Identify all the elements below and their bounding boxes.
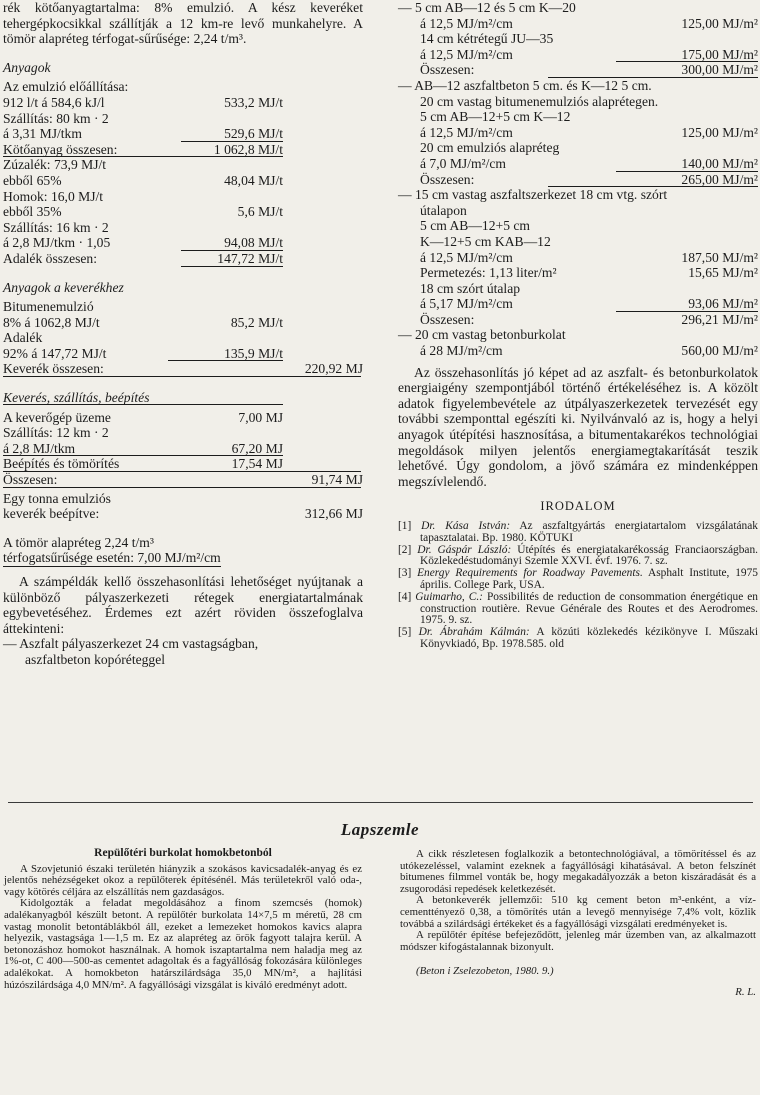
anyagok-table xyxy=(3,79,363,266)
row-label: Összesen: xyxy=(420,311,475,327)
table-row xyxy=(398,343,758,359)
article-paragraph: A cikk részletesen foglalkozik a betontechnológiával, a tömörítéssel és az utókezeléssel, valamint ezeknek a fagyállósági kihatásával. A beton felszínét bitumenes filmmel vonták be, hogy megakadályozzák a beton kiszáradását és a zsugorodási repedések keletkezését. xyxy=(400,848,756,895)
table-row xyxy=(398,203,758,219)
row-value: 296,21 MJ/m² xyxy=(681,311,758,327)
table-row xyxy=(398,172,758,188)
row-label: 5 cm AB—12+5 cm xyxy=(420,218,530,234)
comparison-table xyxy=(398,0,758,359)
article-heading: Repülőtéri burkolat homokbetonból xyxy=(94,847,272,859)
table-row: 912 l/t á 584,6 kJ/l 533,2 MJ/t xyxy=(3,94,283,110)
table-row: Beépítés és tömörítés 17,54 MJ xyxy=(3,456,283,472)
row-label: Összesen: xyxy=(420,171,475,187)
row-label: — 15 cm vastag aszfaltszerkezet 18 cm vtg. szórt xyxy=(398,187,668,203)
row-label: 5 cm AB—12+5 cm K—12 xyxy=(420,109,571,125)
table-row xyxy=(398,281,758,297)
row-label: á 12,5 MJ/m²/cm xyxy=(420,46,513,62)
table-row xyxy=(398,250,758,266)
table-row: Összesen: 91,74 MJ xyxy=(3,472,363,488)
row-value: 175,00 MJ/m² xyxy=(681,46,758,62)
row-label: á 12,5 MJ/m²/cm xyxy=(420,124,513,140)
beepites-heading: Keverés, szállítás, beépítés xyxy=(3,390,150,406)
irodalom-heading: IRODALOM xyxy=(540,499,616,514)
table-row xyxy=(398,312,758,328)
table-row xyxy=(398,16,758,32)
row-label: á 12,5 MJ/m²/cm xyxy=(420,15,513,31)
table-row xyxy=(398,125,758,141)
table-row: 8% á 1062,8 MJ/t 85,2 MJ/t xyxy=(3,314,283,330)
left-column xyxy=(3,0,363,668)
table-row xyxy=(398,327,758,343)
table-row: keverék beépítve: 312,66 MJ xyxy=(3,506,363,522)
table-row xyxy=(398,94,758,110)
table-row: 92% á 147,72 MJ/t 135,9 MJ/t xyxy=(3,345,283,361)
article-signature: R. L. xyxy=(735,985,756,998)
lapszemle-left-column xyxy=(4,846,362,991)
table-row: á 3,31 MJ/tkm 529,6 MJ/t xyxy=(3,126,283,142)
reference-item: [1] Dr. Kása István: Az aszfaltgyártás energiatartalom vizsgálatának tapasztalatai. Bp. 1980. KÖTUKI xyxy=(398,520,758,544)
anyagok-heading: Anyagok xyxy=(3,59,51,75)
row-label: á 7,0 MJ/m²/cm xyxy=(420,155,507,171)
dash-item-1a: — Aszfalt pályaszerkezet 24 cm vastagságban, xyxy=(3,636,259,652)
table-row xyxy=(398,265,758,281)
dash-item-1b: aszfaltbeton kopóréteggel xyxy=(25,651,166,667)
table-row: Szállítás: 12 km · 2 xyxy=(3,425,109,441)
article-paragraph: A Szovjetunió északi területén hiányzik a szokásos kavicsadalék-anyag és ez jelentős nehézségeket okoz a repülőterek építésénél. Más területekről való oda-, vagy kötörés céljára az elszállítás nem gazdaságos. xyxy=(4,862,362,898)
row-label: — 5 cm AB—12 és 5 cm K—20 xyxy=(398,0,576,15)
reference-item: [2] Dr. Gáspár László: Útépítés és energiatakarékosság Franciaországban. Közlekedéstudományi Szemle XXVI. évf. 1976. 7. sz. xyxy=(398,543,758,568)
row-value: 187,50 MJ/m² xyxy=(681,249,758,265)
table-row: A keverőgép üzeme 7,00 MJ xyxy=(3,409,283,425)
table-row xyxy=(398,156,758,172)
row-label: 20 cm vastag bitumenemulziós alaprétegen. xyxy=(420,93,659,109)
table-row: ebből 35% 5,6 MJ/t xyxy=(3,204,283,220)
row-value: 265,00 MJ/m² xyxy=(681,171,758,187)
row-value: 125,00 MJ/m² xyxy=(681,15,758,31)
row-label: á 5,17 MJ/m²/cm xyxy=(420,296,513,312)
beepites-table xyxy=(3,410,363,522)
table-row xyxy=(398,31,758,47)
table-row xyxy=(398,187,758,203)
right-column xyxy=(398,0,758,651)
table-row: Homok: 16,0 MJ/t xyxy=(3,188,104,204)
table-row: Adalék xyxy=(3,330,43,346)
table-row: Adalék összesen: 147,72 MJ/t xyxy=(3,250,283,266)
row-label: á 12,5 MJ/m²/cm xyxy=(420,249,513,265)
table-row: Bitumenemulzió xyxy=(3,299,94,315)
row-value: 560,00 MJ/m² xyxy=(681,343,758,359)
table-row xyxy=(398,140,758,156)
table-row: á 2,8 MJ/tkm · 1,05 94,08 MJ/t xyxy=(3,235,283,251)
table-row: Szállítás: 80 km · 2 xyxy=(3,110,109,126)
keverek-heading: Anyagok a keverékhez xyxy=(3,279,124,295)
row-label: á 28 MJ/m²/cm xyxy=(420,343,503,359)
article-paragraph: Kidolgozták a feladat megoldásához a finom szemcsés (homok) adalékanyagból készült betont. A repülőtér burkolata 14×7,5 m méretű, 28 cm vastag monolit betontáblákból áll, ezeket a lemezeket homokos kavics alapra helyezik, vastagsága 1—1,5 m. Ez az alapréteg az örök fagyott talajra kerül. A betonozáshoz homokot használnak. A homok iszaptartalma nem haladja meg az 1%-ot, C 400—500-as cementet adagoltak és a fagyállóság fokozására különleges adalékokat. A homokbeton határszilárdsága 35,0 MN/m², a hajlítási húzószilárdsága 4,0 MN/m². A fagyállósági vizsgálat is kiváló eredményt adott. xyxy=(4,897,362,991)
table-row: Kötőanyag összesen: 1 062,8 MJ/t xyxy=(3,141,283,157)
tomor-block xyxy=(3,535,363,566)
tomor-line-1: A tömör alapréteg 2,24 t/m³ xyxy=(3,534,154,550)
row-label: 14 cm kétrétegű JU—35 xyxy=(420,31,554,47)
row-value: 93,06 MJ/m² xyxy=(688,296,758,312)
comparison-paragraph: A számpéldák kellő összehasonlítási lehetőséget nyújtanak a különböző pályaszerkezeti rétegek energiatartalmának egybevetéséhez. Érdemes ezt azért röviden összefoglalva áttekinteni: xyxy=(3,574,363,636)
lapszemle-title: Lapszemle xyxy=(340,820,420,839)
table-row xyxy=(398,218,758,234)
row-value: 15,65 MJ/m² xyxy=(688,265,758,281)
table-row xyxy=(398,62,758,78)
article-paragraph: A betonkeverék jellemzői: 510 kg cement beton m³-enként, a víz-cementtényező 0,38, a tömörítés után a levegő mennyisége 7,4% volt, közlik továbbá a szilárdsági értékeket és a fagyállósági vizsgálati eredményeket is. xyxy=(400,894,756,930)
row-value: 300,00 MJ/m² xyxy=(681,62,758,78)
reference-item: [3] Energy Requirements for Roadway Pavements. Asphalt Institute, 1975 április. College Park, USA. xyxy=(398,567,758,591)
row-label: — 20 cm vastag betonburkolat xyxy=(398,327,566,343)
row-label: Összesen: xyxy=(420,62,475,78)
reference-list xyxy=(398,521,758,651)
row-label: 20 cm emulziós alapréteg xyxy=(420,140,560,156)
table-row: Az emulzió előállítása: xyxy=(3,79,129,95)
table-row: Keverék összesen: 220,92 MJ xyxy=(3,361,363,377)
row-value: 125,00 MJ/m² xyxy=(681,124,758,140)
row-label: — AB—12 aszfaltbeton 5 cm. és K—12 5 cm. xyxy=(398,77,652,93)
table-row: á 2,8 MJ/tkm 67,20 MJ xyxy=(3,440,283,456)
table-row: ebből 65% 48,04 MJ/t xyxy=(3,172,283,188)
tomor-line-2: térfogatsűrűsége esetén: 7,00 MJ/m²/cm xyxy=(3,550,221,566)
row-label: útalapon xyxy=(420,202,467,218)
table-row xyxy=(398,234,758,250)
reference-item: [4] Guimarho, C.: Possibilités de reduction de consommation énergétique en construction routière. Revue Générale des Routes et des Aerodromes. 1975. 9. sz. xyxy=(398,590,758,627)
table-row xyxy=(398,47,758,63)
table-row: Egy tonna emulziós xyxy=(3,490,111,506)
keverek-table xyxy=(3,299,363,377)
table-row: Zúzalék: 73,9 MJ/t xyxy=(3,157,107,173)
table-row xyxy=(398,296,758,312)
article-source: (Beton i Zselezobeton, 1980. 9.) xyxy=(416,965,554,978)
reference-item: [5] Dr. Ábrahám Kálmán: A közúti közlekedés kézikönyve I. Műszaki Könyvkiadó, Bp. 1978.585. old xyxy=(398,626,758,650)
row-label: K—12+5 cm KAB—12 xyxy=(420,233,551,249)
article-paragraph: A repülőtér építése befejeződött, jelenleg már üzemben van, az alkalmazott módszer kifogástalannak bizonyult. xyxy=(400,929,756,953)
table-row xyxy=(398,0,758,16)
table-row: Szállítás: 16 km · 2 xyxy=(3,219,109,235)
intro-paragraph: rék kötőanyagtartalma: 8% emulzió. A kész keveréket tehergépkocsikkal szállítják a 12 km-re levő munkahelyre. A tömör alapréteg térfogat-sűrűsége: 2,24 t/m³. xyxy=(3,0,363,47)
table-row xyxy=(398,78,758,94)
lapszemle-right-column xyxy=(400,849,756,999)
summary-paragraph: Az összehasonlítás jó képet ad az aszfalt- és betonburkolatok energiaigény szempontjából történő értékeléséhez is. A közölt adatok figyelembevétele az útpályaszerkezetek tervezését egy további szemponttal egészíti ki. Nyilvánvaló az is, hogy a helyi anyagok útépítési hasznosítása, a bitumentakarékos technológiai megoldások milyen jelentős energiamegtakarítását teszik lehetővé. Úgy gondolom, a jövő számára ez mindenképpen megszívlelendő. xyxy=(398,364,758,489)
row-label: 18 cm szórt útalap xyxy=(420,280,521,296)
section-divider xyxy=(8,802,753,803)
row-value: 140,00 MJ/m² xyxy=(681,155,758,171)
table-row xyxy=(398,109,758,125)
row-label: Permetezés: 1,13 liter/m² xyxy=(420,265,557,281)
